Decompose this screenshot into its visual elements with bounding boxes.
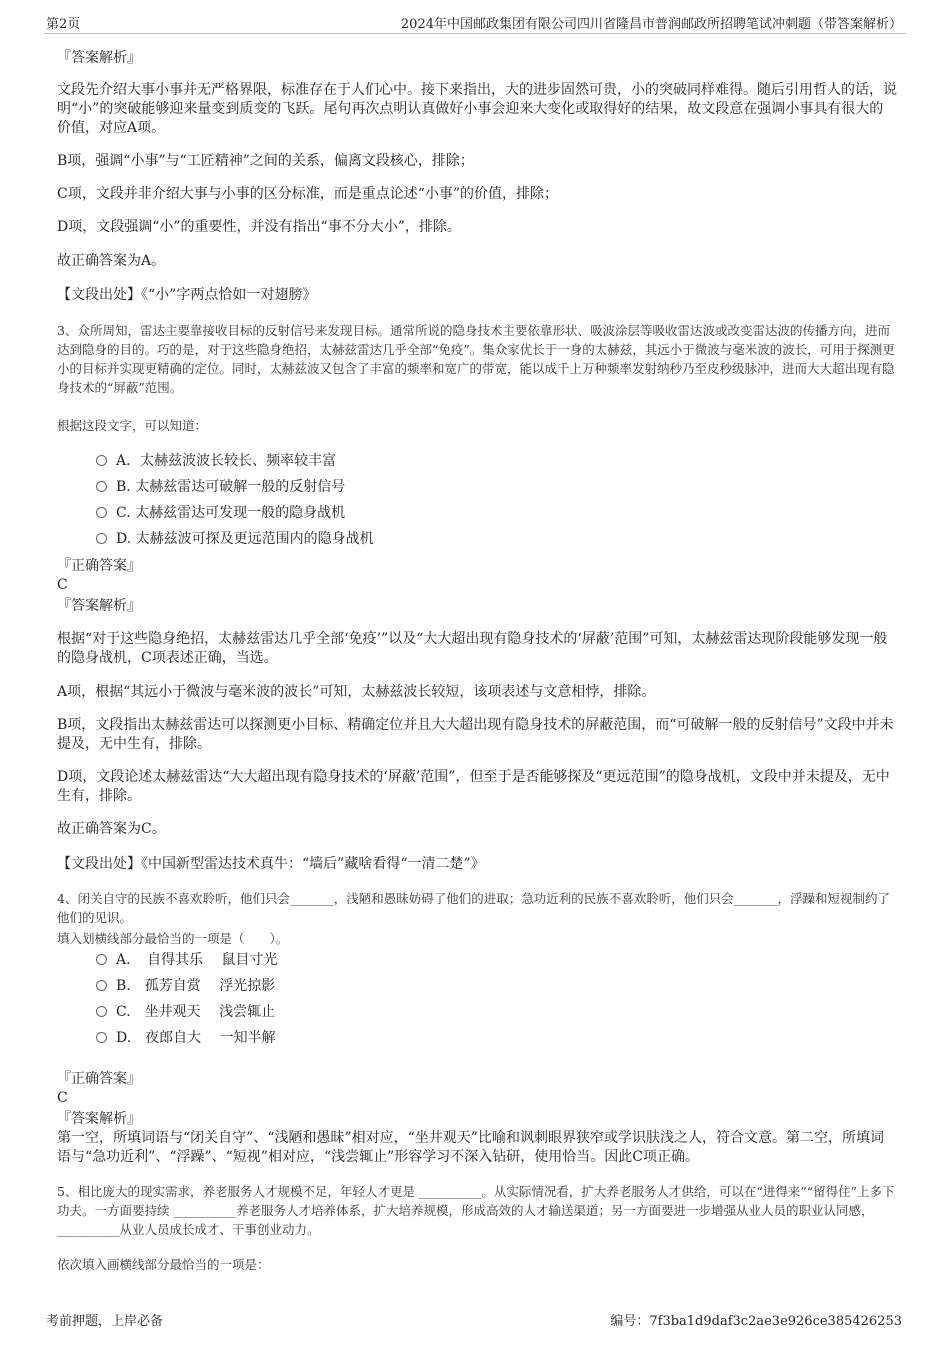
q3-source: 【文段出处】《中国新型雷达技术真牛：“墙后”藏啥看得“一清二楚”》 [57,856,485,872]
radio-icon[interactable] [96,533,107,544]
q4-question: 填入划横线部分最恰当的一项是（ ）。 [57,931,289,946]
footer-slogan: 考前押题，上岸必备 [46,1314,164,1329]
q5-question: 依次填入画横线部分最恰当的一项是： [57,1257,270,1272]
q3-option-c[interactable]: C. 太赫兹雷达可发现一般的隐身战机 [96,503,345,523]
q4-option-a[interactable]: A． 自得其乐 鼠目寸光 [96,950,278,970]
radio-icon[interactable] [96,980,107,991]
q2-source: 【文段出处】《“小”字两点恰如一对翅膀》 [57,287,317,303]
q2-option-c-explain: C项，文段并非介绍大事与小事的区分标准，而是重点论述“小事”的价值，排除； [57,186,559,202]
q4-option-c[interactable]: C. 坐井观天 浅尝辄止 [96,1002,275,1022]
q2-option-d-explain: D项，文段强调“小”的重要性，并没有指出“事不分大小”，排除。 [57,219,461,235]
q3-option-d-explain: D项，文段论述太赫兹雷达“大大超出现有隐身技术的‘屏蔽’范围”，但至于是否能够探及“更远范围”的隐身战机，文段中并未提及，无中生有，排除。 [57,769,890,804]
q3-option-a[interactable]: A．太赫兹波波长较长、频率较丰富 [96,451,336,471]
radio-icon[interactable] [96,507,107,518]
radio-icon[interactable] [96,954,107,965]
q3-analysis-label: 『答案解析』 [57,598,141,614]
q2-option-b-explain: B项，强调“小事”与“工匠精神”之间的关系，偏离文段核心，排除； [57,153,474,169]
q3-option-b-explain: B项，文段指出太赫兹雷达可以探测更小目标、精确定位并且大大超出现有隐身技术的屏蔽范围，而“可破解一般的反射信号”文段中并未提及，无中生有，排除。 [57,717,894,752]
q2-analysis: 文段先介绍大事小事并无严格界限，标准存在于人们心中。接下来指出，大的进步固然可贵，小的突破同样难得。随后引用哲人的话，说明“小”的突破能够迎来量变到质变的飞跃。尾句再次点明认真做好小事会迎来大变化或取得好的结果，故文段意在强调小事具有很大的价值，对应A项。 [57,82,897,136]
q2-analysis-label: 『答案解析』 [57,50,141,66]
q4-answer: C [57,1090,68,1106]
page-header [44,13,906,34]
q4-stem: 4、闭关自守的民族不喜欢聆听，他们只会_______，浅陋和愚昧妨碍了他们的进取；急功近利的民族不喜欢聆听，他们只会_______，浮躁和短视制约了他们的见识。 [57,891,890,925]
q4-analysis: 第一空，所填词语与“闭关自守”、“浅陋和愚昧”相对应，“坐井观天”比喻和讽刺眼界狭窄或学识肤浅之人，符合文意。第二空，所填词语与“急功近利”、“浮躁”、“短视”相对应，“浅尝辄止”形容学习不深入钻研，使用恰当。因此C项正确。 [57,1130,884,1165]
radio-icon[interactable] [96,481,107,492]
q3-answer: C [57,577,68,593]
q4-answer-label: 『正确答案』 [57,1071,141,1087]
q3-answer-label: 『正确答案』 [57,558,141,574]
q3-question: 根据这段文字，可以知道： [57,418,208,433]
q3-option-a-explain: A项，根据“其远小于微波与毫米波的波长”可知，太赫兹波长较短，该项表述与文意相悖，排除。 [57,684,656,700]
q3-stem: 3、众所周知，雷达主要靠接收目标的反射信号来发现目标。通常所说的隐身技术主要依靠形状、吸波涂层等吸收雷达波或改变雷达波的传播方向，进而达到隐身的目的。巧的是，对于这些隐身绝招，太赫兹雷达几乎全部“免疫”。集众家优长于一身的太赫兹，其远小于微波与毫米波的波长，可用于探测更小的目标并实现更精确的定位。同时，太赫兹波又包含了丰富的频率和宽广的带宽，能以成千上万种频率发射纳秒乃至皮秒级脉冲，进而大大超出现有隐身技术的“屏蔽”范围。 [57,323,895,395]
q4-analysis-label: 『答案解析』 [57,1111,141,1127]
q3-analysis: 根据“对于这些隐身绝招，太赫兹雷达几乎全部‘免疫’”以及“大大超出现有隐身技术的‘屏蔽’范围”可知，太赫兹雷达现阶段能够发现一般的隐身战机，C项表述正确，当选。 [57,631,888,666]
q3-option-b[interactable]: B. 太赫兹雷达可破解一般的反射信号 [96,477,345,497]
radio-icon[interactable] [96,1032,107,1043]
q2-conclusion: 故正确答案为A。 [57,253,166,269]
q3-conclusion: 故正确答案为C。 [57,821,166,837]
q3-option-d[interactable]: D. 太赫兹波可探及更远范围内的隐身战机 [96,529,374,549]
q4-option-d[interactable]: D. 夜郎自大 一知半解 [96,1028,276,1048]
q5-stem: 5、相比庞大的现实需求，养老服务人才规模不足，年轻人才更是 __________。从实际情况看，扩大养老服务人才供给，可以在“进得来”“留得住”上多下功夫。一方面要持续 __________养老服务人才培养体系，扩大培养规模，形成高效的人才输送渠道；另一方面要进一步增强从业人员的职业认同感，__________从业人员成长成才、干事创业动力。 [57,1184,895,1237]
page-number: 第2页 [46,17,81,32]
document-code: 编号：7f3ba1d9daf3c2ae3e926ce385426253 [610,1314,902,1329]
radio-icon[interactable] [96,1006,107,1017]
q4-option-b[interactable]: B. 孤芳自赏 浮光掠影 [96,976,275,996]
radio-icon[interactable] [96,455,107,466]
document-title: 2024年中国邮政集团有限公司四川省隆昌市普润邮政所招聘笔试冲刺题（带答案解析） [400,17,902,32]
